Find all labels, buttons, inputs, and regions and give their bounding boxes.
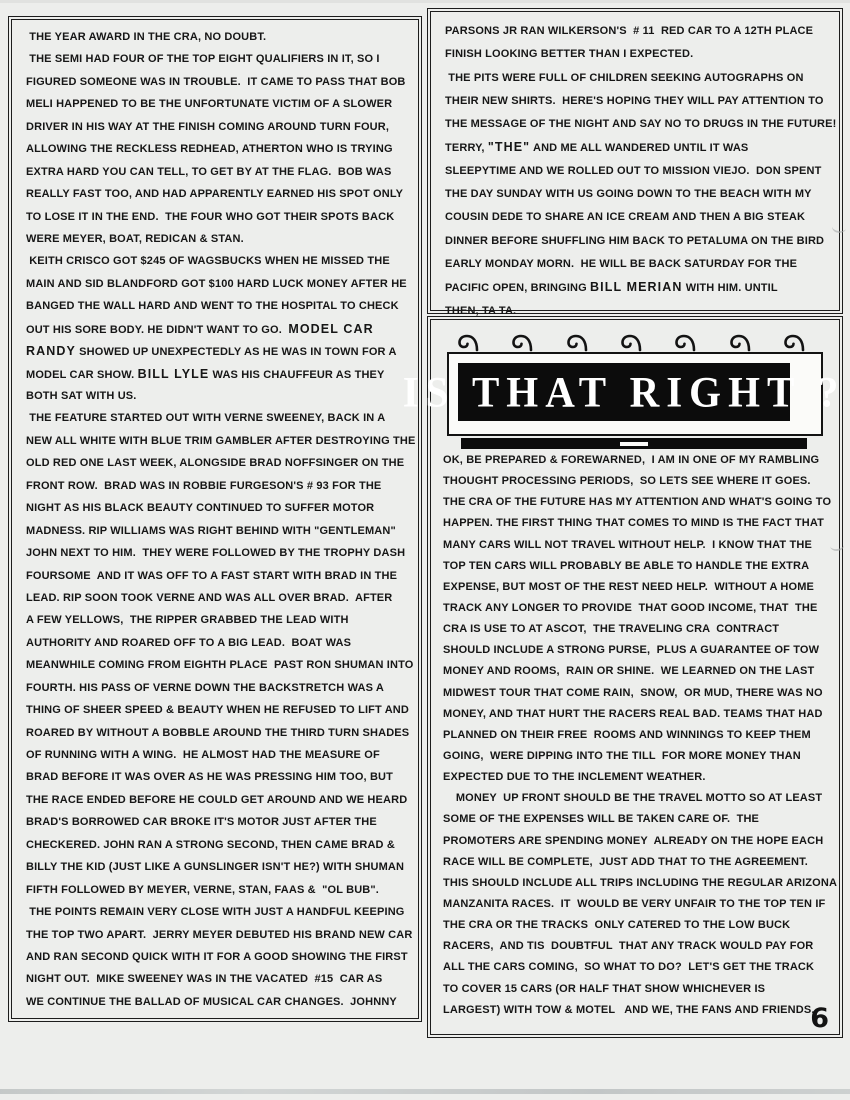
banner-shadow-bar [461, 438, 807, 449]
text-line: THE FEATURE STARTED OUT WITH VERNE SWEENEY, BACK IN A [26, 412, 386, 425]
text-line: THE SEMI HAD FOUR OF THE TOP EIGHT QUALIFIERS IN IT, SO I [26, 53, 380, 66]
text-line: CRA IS USE TO AT ASCOT, THE TRAVELING CRA CONTRACT [443, 623, 780, 636]
hanger-hook-icon [564, 332, 588, 354]
text-line: TO LOSE IT IN THE END. THE FOUR WHO GOT THEIR SPOTS BACK [26, 210, 395, 223]
text-line: EXPENSE, BUT MOST OF THE REST NEED HELP. WITHOUT A HOME [443, 580, 815, 593]
text-line: MONEY AND ROOMS, RAIN OR SHINE. WE LEARNED ON THE LAST [443, 665, 815, 678]
text-line: THE POINTS REMAIN VERY CLOSE WITH JUST A HANDFUL KEEPING [26, 906, 405, 919]
text-line: TO COVER 15 CARS (OR HALF THAT SHOW WHICHEVER IS [443, 982, 766, 995]
text-line: FOURTH. HIS PASS OF VERNE DOWN THE BACKSTRETCH WAS A [26, 681, 384, 694]
text-line: WERE MEYER, BOAT, REDICAN & STAN. [26, 232, 244, 245]
text-line: THE YEAR AWARD IN THE CRA, NO DOUBT. [26, 31, 267, 43]
text-line: FIGURED SOMEONE WAS IN TROUBLE. IT CAME TO PASS THAT BOB [26, 75, 406, 88]
hanger-hook-icon [455, 332, 479, 354]
text-line: MIDWEST TOUR THAT COME RAIN, SNOW, OR MUD, THERE WAS NO [443, 686, 823, 699]
right-column-bottom-text [443, 450, 837, 1021]
text-line: ALLOWING THE RECKLESS REDHEAD, ATHERTON WHO IS TRYING [26, 143, 393, 156]
text-line: BANGED THE WALL HARD AND WENT TO THE HOSPITAL TO CHECK [26, 300, 399, 313]
text-line: JOHN NEXT TO HIM. THEY WERE FOLLOWED BY THE TROPHY DASH [26, 547, 406, 560]
right-column-top-box [427, 8, 843, 317]
text-line: FIFTH FOLLOWED BY MEYER, VERNE, STAN, FAAS & "OL BUB". [26, 883, 379, 896]
text-line: GOING, WERE DIPPING INTO THE TILL FOR MORE MONEY THAN [443, 749, 801, 762]
left-column-text [26, 26, 415, 1013]
text-line: OF RUNNING WITH A WING. HE ALMOST HAD THE MEASURE OF [26, 749, 380, 761]
left-column-box [8, 16, 422, 1022]
text-line: SHOULD INCLUDE A STRONG PURSE, PLUS A GUARANTEE OF TOW [443, 644, 820, 657]
text-line: THE CRA OR THE TRACKS ONLY CATERED TO THE LOW BUCK [443, 919, 791, 932]
text-line: FOURSOME AND IT WAS OFF TO A FAST START WITH BRAD IN THE [26, 569, 398, 582]
text-line: HAPPEN. THE FIRST THING THAT COMES TO MIND IS THE FACT THAT [443, 517, 825, 530]
text-line: THE MESSAGE OF THE NIGHT AND SAY NO TO DRUGS IN THE FUTURE! [445, 118, 837, 131]
banner-shadow-notch [620, 442, 648, 446]
hanger-hook-icon [727, 332, 751, 354]
text-line: SLEEPYTIME AND WE ROLLED OUT TO MISSION VIEJO. DON SPENT [445, 164, 822, 177]
hanger-hook-icon [781, 332, 805, 354]
text-line: TERRY, "THE" AND ME ALL WANDERED UNTIL IT WAS [445, 140, 749, 155]
text-line: BRAD'S BORROWED CAR BROKE IT'S MOTOR JUST AFTER THE [26, 816, 377, 829]
text-line: ALL THE CARS COMING, SO WHAT TO DO? LET'S GET THE TRACK [443, 961, 815, 974]
text-line: PARSONS JR RAN WILKERSON'S # 11 RED CAR TO A 12TH PLACE [445, 25, 814, 37]
text-line: LEAD. RIP SOON TOOK VERNE AND WAS ALL OVER BRAD. AFTER [26, 591, 393, 604]
banner-title: IS THAT RIGHT ? [402, 367, 846, 417]
text-line: THEIR NEW SHIRTS. HERE'S HOPING THEY WILL PAY ATTENTION TO [445, 94, 824, 107]
text-line: MAIN AND SID BLANDFORD GOT $100 HARD LUCK MONEY AFTER HE [26, 277, 407, 290]
right-column-bottom-box [402, 316, 846, 1038]
text-line: TOP TEN CARS WILL PROBABLY BE ABLE TO HANDLE THE EXTRA [443, 559, 810, 572]
text-line: BRAD BEFORE IT WAS OVER AS HE WAS PRESSING HIM TOO, BUT [26, 771, 394, 784]
text-line: CHECKERED. JOHN RAN A STRONG SECOND, THEN CAME BRAD & [26, 838, 395, 851]
text-line: EXPECTED DUE TO THE INCLEMENT WEATHER. [443, 771, 706, 784]
text-line: FINISH LOOKING BETTER THAN I EXPECTED. [445, 48, 694, 61]
text-line: WE CONTINUE THE BALLAD OF MUSICAL CAR CHANGES. JOHNNY [26, 995, 397, 1008]
text-line: PLANNED ON THEIR FREE ROOMS AND WINNINGS TO KEEP THEM [443, 728, 811, 741]
banner-black-panel [402, 363, 846, 421]
text-line: AND RAN SECOND QUICK WITH IT FOR A GOOD SHOWING THE FIRST [26, 950, 408, 963]
text-line: SOME OF THE EXPENSES WILL BE TAKEN CARE OF. THE [443, 813, 760, 826]
banner-frame [402, 352, 846, 436]
text-line: EXTRA HARD YOU CAN TELL, TO GET BY AT THE FLAG. BOB WAS [26, 165, 392, 178]
text-line: THIS SHOULD INCLUDE ALL TRIPS INCLUDING THE REGULAR ARIZONA [443, 876, 838, 889]
text-line: PACIFIC OPEN, BRINGING BILL MERIAN WITH HIM. UNTIL [445, 280, 778, 295]
hanger-hook-icon [618, 332, 642, 354]
text-line: OK, BE PREPARED & FOREWARNED, I AM IN ONE OF MY RAMBLING [443, 454, 820, 466]
text-line: TRACK ANY LONGER TO PROVIDE THAT GOOD INCOME, THAT THE [443, 601, 818, 614]
text-line: THEN, TA TA. [445, 304, 517, 317]
text-line: MEANWHILE COMING FROM EIGHTH PLACE PAST RON SHUMAN INTO [26, 659, 414, 672]
text-line: THE CRA OF THE FUTURE HAS MY ATTENTION AND WHAT'S GOING TO [443, 496, 832, 509]
text-line: NIGHT AS HIS BLACK BEAUTY CONTINUED TO SUFFER MOTOR [26, 502, 375, 515]
text-line: MODEL CAR SHOW. BILL LYLE WAS HIS CHAUFFEUR AS THEY [26, 366, 385, 381]
banner-hooks [455, 328, 805, 354]
text-line: MONEY UP FRONT SHOULD BE THE TRAVEL MOTTO SO AT LEAST [443, 792, 823, 805]
text-line: THE DAY SUNDAY WITH US GOING DOWN TO THE BEACH WITH MY [445, 188, 812, 201]
scan-artifact-bottom [0, 1089, 850, 1094]
text-line: DRIVER IN HIS WAY AT THE FINISH COMING AROUND TURN FOUR, [26, 120, 390, 133]
hanger-hook-icon [672, 332, 696, 354]
text-line: THING OF SHEER SPEED & BEAUTY WHEN HE REFUSED TO LIFT AND [26, 704, 409, 717]
text-line: RANDY SHOWED UP UNEXPECTEDLY AS HE WAS IN TOWN FOR A [26, 344, 397, 359]
text-line: PROMOTERS ARE SPENDING MONEY ALREADY ON THE HOPE EACH [443, 834, 824, 847]
text-line: A FEW YELLOWS, THE RIPPER GRABBED THE LEAD WITH [26, 614, 349, 627]
text-line: THOUGHT PROCESSING PERIODS, SO LETS SEE WHERE IT GOES. [443, 475, 811, 488]
text-line: FRONT ROW. BRAD WAS IN ROBBIE FURGESON'S # 93 FOR THE [26, 479, 382, 492]
text-line: THE TOP TWO APART. JERRY MEYER DEBUTED HIS BRAND NEW CAR [26, 928, 413, 941]
text-line: NEW ALL WHITE WITH BLUE TRIM GAMBLER AFTER DESTROYING THE [26, 434, 416, 447]
text-line: RACE WILL BE COMPLETE, JUST ADD THAT TO THE AGREEMENT. [443, 855, 808, 868]
text-line: BILLY THE KID (JUST LIKE A GUNSLINGER ISN'T HE?) WITH SHUMAN [26, 861, 405, 874]
is-that-right-banner [402, 320, 846, 450]
right-column-top-text [445, 20, 836, 323]
text-line: EARLY MONDAY MORN. HE WILL BE BACK SATURDAY FOR THE [445, 257, 798, 270]
text-line: OLD RED ONE LAST WEEK, ALONGSIDE BRAD NOFFSINGER ON THE [26, 457, 405, 470]
text-line: LARGEST) WITH TOW & MOTEL AND WE, THE FANS AND FRIENDS, [443, 1003, 815, 1016]
text-line: NIGHT OUT. MIKE SWEENEY WAS IN THE VACATED #15 CAR AS [26, 973, 383, 986]
text-line: THE RACE ENDED BEFORE HE COULD GET AROUND AND WE HEARD [26, 793, 408, 806]
text-line: ROARED BY WITHOUT A BOBBLE AROUND THE THIRD TURN SHADES [26, 726, 410, 739]
text-line: MONEY, AND THAT HURT THE RACERS REAL BAD. TEAMS THAT HAD [443, 707, 823, 720]
text-line: RACERS, AND TIS DOUBTFUL THAT ANY TRACK WOULD PAY FOR [443, 940, 814, 953]
page-number: 6 [810, 1003, 829, 1034]
text-line: MADNESS. RIP WILLIAMS WAS RIGHT BEHIND WITH "GENTLEMAN" [26, 524, 396, 537]
text-line: MELI HAPPENED TO BE THE UNFORTUNATE VICTIM OF A SLOWER [26, 98, 393, 111]
text-line: OUT HIS SORE BODY. HE DIDN'T WANT TO GO. MODEL CAR [26, 321, 374, 336]
text-line: KEITH CRISCO GOT $245 OF WAGSBUCKS WHEN HE MISSED THE [26, 255, 390, 268]
text-line: REALLY FAST TOO, AND HAD APPARENTLY EARNED HIS SPOT ONLY [26, 188, 404, 201]
text-line: BOTH SAT WITH US. [26, 390, 137, 402]
text-line: COUSIN DEDE TO SHARE AN ICE CREAM AND THEN A BIG STEAK [445, 211, 806, 224]
text-line: MANY CARS WILL NOT TRAVEL WITHOUT HELP. I KNOW THAT THE [443, 538, 812, 551]
text-line: DINNER BEFORE SHUFFLING HIM BACK TO PETALUMA ON THE BIRD [445, 234, 825, 247]
scan-artifact-top [0, 0, 850, 3]
hanger-hook-icon [509, 332, 533, 354]
text-line: THE PITS WERE FULL OF CHILDREN SEEKING AUTOGRAPHS ON [445, 71, 804, 84]
text-line: AUTHORITY AND ROARED OFF TO A BIG LEAD. BOAT WAS [26, 636, 352, 649]
text-line: MANZANITA RACES. IT WOULD BE VERY UNFAIR TO THE TOP TEN IF [443, 897, 826, 910]
